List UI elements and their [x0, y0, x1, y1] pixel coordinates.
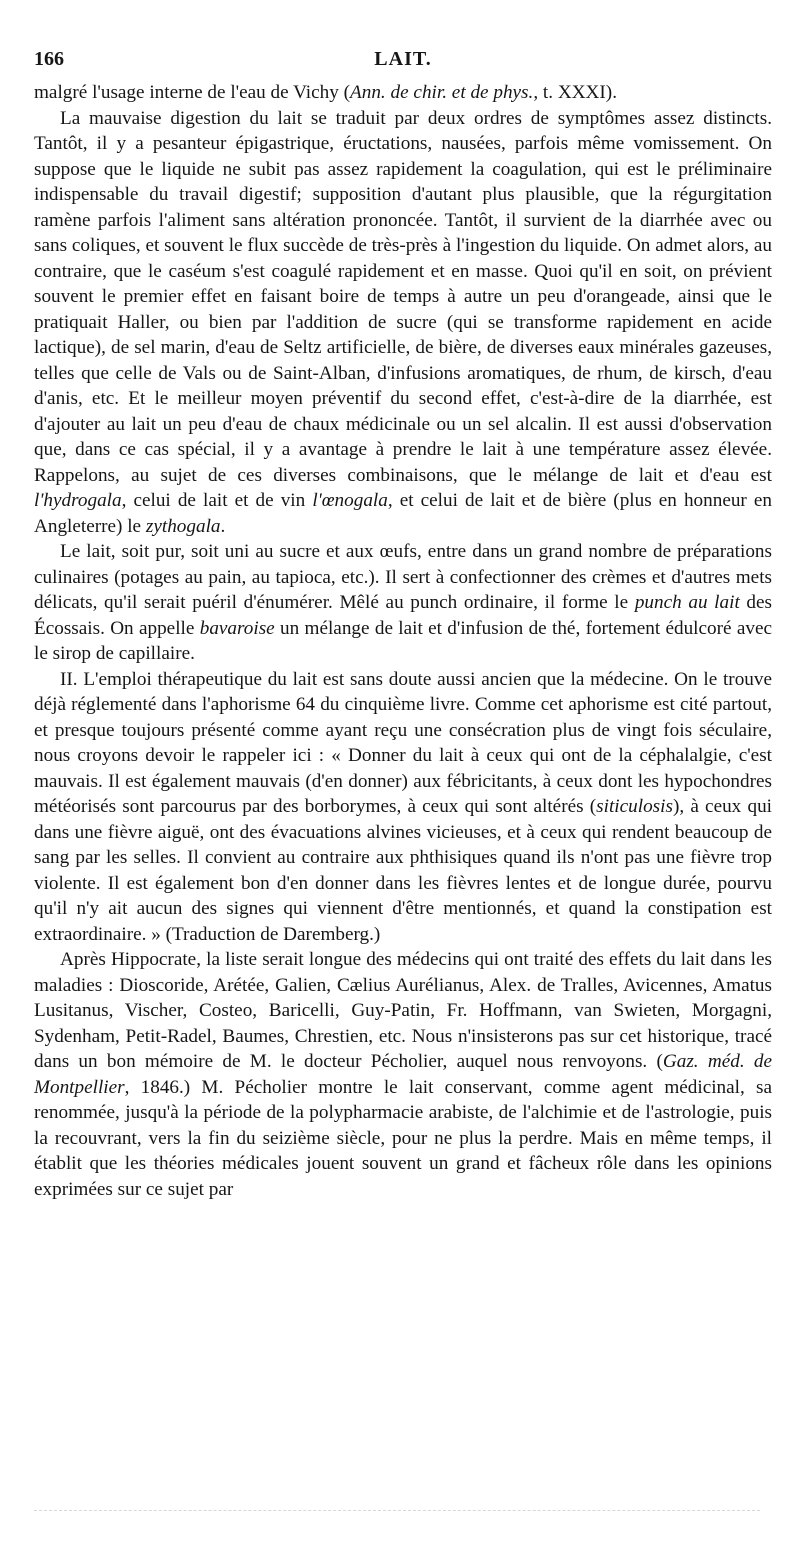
paragraph-p0 [34, 80, 772, 106]
italic-text: punch au lait [634, 592, 740, 613]
italic-text: Gaz. méd. de Montpellier [34, 1051, 772, 1098]
italic-text: siticulosis [596, 796, 673, 817]
text-segment: , 1846.) M. Pécholier montre le lait conservant, comme agent médicinal, sa renommée, jusqu'à la période de la polypharmacie arabiste, de l'alchimie et de l'astrologie, puis la recouvrant, vers la fin du seizième siècle, pour ne plus la perdre. Mais en même temps, il établit que les théories médicales jouent souvent un grand et fâcheux rôle dans les opinions exprimées sur ce sujet par [34, 1076, 772, 1200]
paragraph-p3 [34, 667, 772, 948]
paragraph-p1 [34, 106, 772, 540]
italic-text: l'hydrogala [34, 490, 122, 511]
text-segment: des Écossais. On appelle [34, 592, 773, 639]
text-segment: La mauvaise digestion du lait se traduit par deux ordres de symptômes assez distincts. Tantôt, il y a pesanteur épigastrique, éructations, nausées, parfois même vomissement. On suppose que le liquide ne subit pas assez rapidement la coagulation, qui est le préliminaire indispensable du travail digestif; supposition d'autant plus plausible, que la régurgitation ramène parfois l'aliment sans altération prononcée. Tantôt, il survient de la diarrhée avec ou sans coliques, et souvent le flux succède de très-près à l'ingestion du liquide. On admet alors, au contraire, que le caséum s'est coagulé rapidement et en masse. Quoi qu'il en soit, on prévient souvent le premier effet en faisant boire de temps à autre un peu d'orangeade, ainsi que le pratiquait Haller, ou bien par l'addition de sucre (qui se transforme rapidement en acide lactique), de sel marin, d'eau de Seltz artificielle, de bière, de diverses eaux minérales gazeuses, telles que celle de Vals ou de Saint-Alban, d'infusions aromatiques, de rhum, de kirsch, d'eau d'anis, etc. Et le meilleur moyen préventif du second effet, c'est-à-dire de la diarrhée, est d'ajouter au lait un peu d'eau de chaux médicinale ou un sel alcalin. Il est aussi d'observation que, dans ce cas spécial, il y a avantage à prendre le lait à une température assez élevée. Rappelons, au sujet de ces diverses combinaisons, que le mélange de lait et d'eau est [34, 107, 772, 486]
text-segment: Le lait, soit pur, soit uni au sucre et aux œufs, entre dans un grand nombre de préparations culinaires (potages au pain, au tapioca, etc.). Il sert à confectionner des crèmes et d'autres mets délicats, qu'il serait puéril d'énumérer. Mêlé au punch ordinaire, il forme le [34, 541, 772, 613]
page-header [34, 44, 772, 80]
italic-text: l'œnogala [312, 490, 388, 511]
page-number: 166 [34, 48, 64, 70]
text-segment: , t. XXXI). [533, 82, 617, 103]
text-segment: . [220, 515, 226, 537]
running-title: LAIT. [374, 48, 432, 70]
text-segment: malgré l'usage interne de l'eau de Vichy ( [34, 82, 351, 103]
text-segment: , et celui de lait et de bière (plus en honneur en Angleterre) le [34, 490, 772, 537]
italic-text: bavaroise [199, 617, 275, 639]
paragraph-p4 [34, 947, 772, 1202]
italic-text: zythogala [145, 515, 221, 537]
text-segment: un mélange de lait et d'infusion de thé, fortement édulcoré avec le sirop de capillaire. [34, 617, 773, 664]
italic-text: Ann. de chir. et de phys. [350, 82, 534, 103]
body-text [34, 80, 772, 1202]
text-segment: , celui de lait et de vin [121, 490, 313, 511]
bottom-rule [34, 1510, 760, 1511]
text-segment: II. L'emploi thérapeutique du lait est sans doute aussi ancien que la médecine. On le trouve déjà réglementé dans l'aphorisme 64 du cinquième livre. Comme cet aphorisme est cité partout, et presque toujours présenté comme ayant reçu une consécration plus de vingt fois séculaire, nous croyons devoir le rappeler ici : « Donner du lait à ceux qui ont de la céphalalgie, c'est mauvais. Il est également mauvais (d'en donner) aux fébricitants, à ceux dont les hypochondres météorisés sont parcourus par des borborymes, à ceux qui sont altérés ( [34, 668, 772, 817]
paragraph-p2 [34, 539, 772, 667]
text-segment: ), à ceux qui dans une fièvre aiguë, ont des évacuations alvines vicieuses, et à ceux qui rendent beaucoup de sang par les selles. Il convient au contraire aux phthisiques quand ils n'ont pas une fièvre trop violente. Il est également bon d'en donner dans les fièvres lentes et de longue durée, pourvu qu'il n'y ait aucun des signes qui viennent d'être mentionnés, et quand la constipation est extraordinaire. » (Traduction de Daremberg.) [34, 796, 772, 945]
text-segment: Après Hippocrate, la liste serait longue des médecins qui ont traité des effets du lait dans les maladies : Dioscoride, Arétée, Galien, Cælius Aurélianus, Alex. de Tralles, Avicennes, Amatus Lusitanus, Vischer, Costeo, Baricelli, Guy-Patin, Fr. Hoffmann, van Swieten, Morgagni, Sydenham, Petit-Radel, Baumes, Chrestien, etc. Nous n'insisterons pas sur cet historique, tracé dans un bon mémoire de M. le docteur Pécholier, auquel nous renvoyons. ( [34, 949, 772, 1072]
